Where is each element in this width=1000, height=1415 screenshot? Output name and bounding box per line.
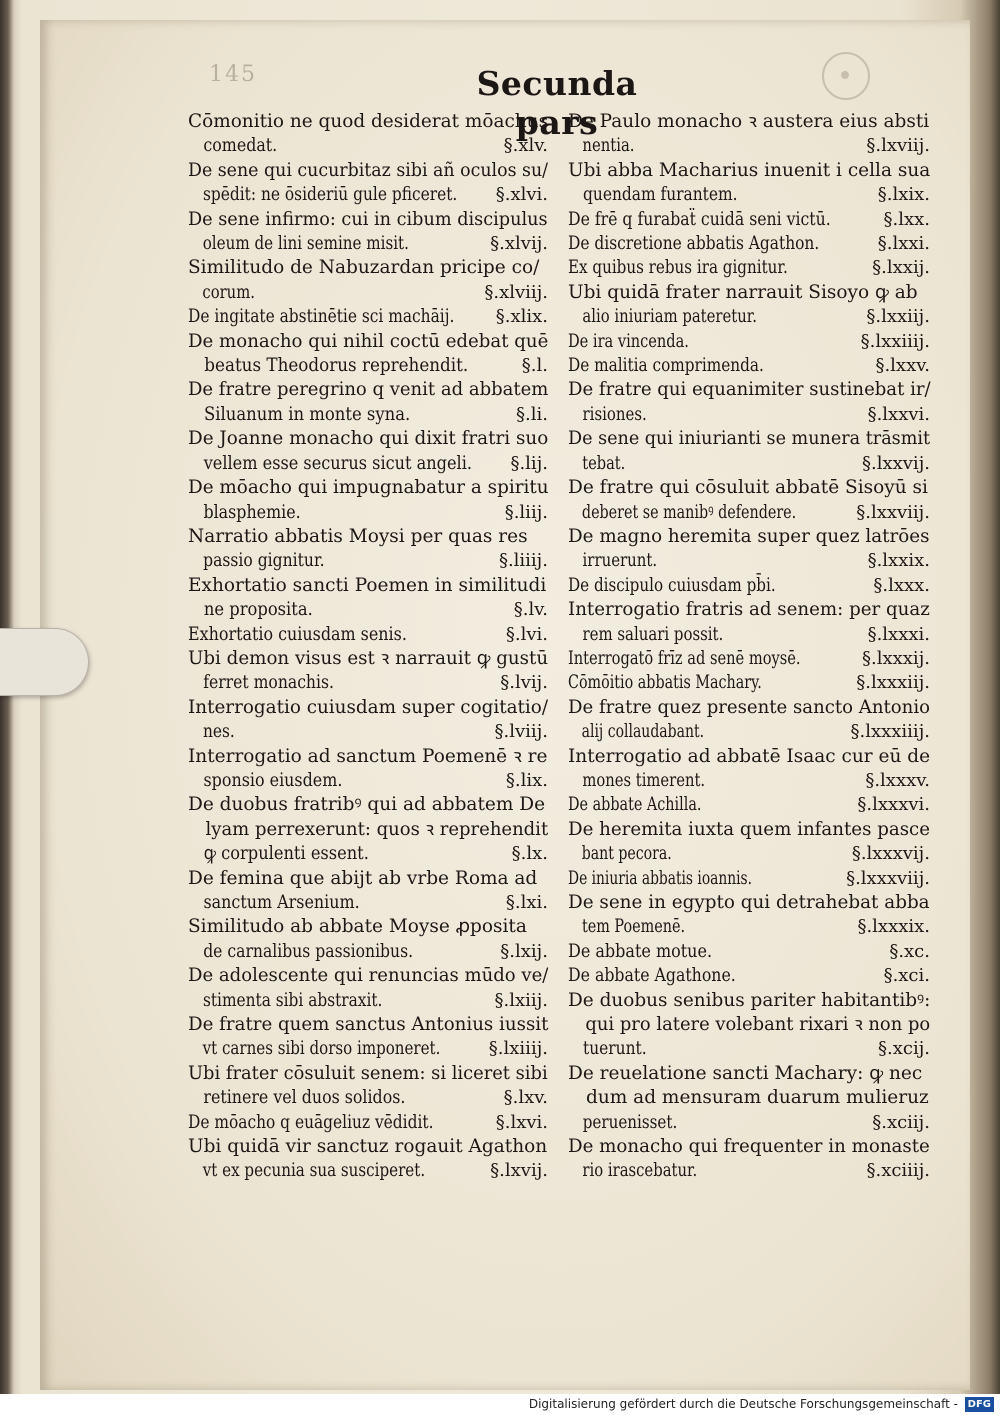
toc-entry-line: blasphemie. [203, 501, 301, 523]
toc-entry-section-number: §.lxxxi. [867, 623, 930, 645]
toc-entry-line: tem Poemenē. [581, 916, 686, 938]
toc-entry [188, 574, 548, 623]
toc-entry [568, 696, 930, 745]
faint-page-number: 145 [209, 62, 257, 87]
toc-entry [188, 867, 548, 916]
toc-entry-line: stimenta sibi abstraxit. [202, 989, 383, 1011]
toc-entry-section-number: §.lviij. [494, 721, 548, 743]
toc-entry-section-number: §.lxxix. [867, 550, 930, 572]
toc-entry [568, 793, 930, 817]
toc-entry-line: Ubi demon visus est ꝛ narrauit ꝙ gustū [188, 647, 549, 669]
toc-entry-line: irruerunt. [582, 550, 658, 572]
toc-entry-line: dum ad mensuram duarum mulieruz [586, 1087, 929, 1109]
toc-entry-line: lyam perrexerunt: quos ꝛ reprehendit [205, 818, 549, 840]
toc-entry-line: De adolescente qui renuncias mūdo ve/ [188, 965, 549, 987]
toc-entry-line: De monacho qui frequenter in monaste [568, 1136, 930, 1158]
toc-entry [568, 940, 930, 964]
toc-entry [188, 525, 548, 574]
toc-entry-line: De sene qui cucurbitaz sibi añ oculos su/ [188, 159, 549, 181]
toc-entry-section-number: §.lxv. [503, 1087, 548, 1109]
toc-entry-section-number: §.l. [521, 355, 548, 377]
toc-entry-line: vt ex pecunia sua susciperet. [202, 1160, 426, 1182]
toc-entry [188, 378, 548, 427]
toc-entry-section-number: §.lx. [511, 843, 548, 865]
toc-entry-line: De mōacho qui impugnabatur a spiritu [188, 477, 549, 499]
toc-entry-line: De abbate Achilla. [568, 794, 702, 816]
toc-entry-line: alio iniuriam pateretur. [582, 306, 757, 328]
toc-entry-section-number: §.lxij. [500, 940, 548, 962]
toc-entry-section-number: §.lxix. [877, 184, 930, 206]
toc-entry-section-number: §.lxiij. [494, 989, 548, 1011]
toc-entry-section-number: §.xlix. [495, 306, 548, 328]
toc-entry-line: De sene qui iniurianti se munera trāsmit [568, 428, 931, 450]
toc-entry [568, 574, 930, 598]
toc-entry-section-number: §.xlviij. [484, 281, 548, 303]
toc-entry-line: vellem esse securus sicut angeli. [203, 452, 472, 474]
toc-entry [568, 891, 930, 940]
toc-entry-line: Narratio abbatis Moysi per quas res [188, 525, 528, 547]
toc-entry-section-number: §.li. [516, 403, 548, 425]
toc-entry-line: De duobus senibus pariter habitantibꝰ: [568, 989, 931, 1011]
toc-entry-section-number: §.lv. [513, 599, 548, 621]
toc-entry-line: De fratre quem sanctus Antonius iussit [188, 1014, 549, 1036]
toc-entry-section-number: §.lxi. [505, 892, 548, 913]
toc-entry-section-number: §.xciij. [872, 1111, 930, 1133]
toc-entry [568, 232, 930, 256]
toc-entry-line: ꝙ corpulenti essent. [203, 843, 369, 865]
toc-entry-section-number: §.lxxxv. [865, 769, 930, 791]
toc-entry [188, 1062, 548, 1111]
toc-entry [188, 793, 548, 866]
toc-entry-line: De Joanne monacho qui dixit fratri suo [188, 428, 549, 450]
toc-entry-line: mones timerent. [582, 769, 706, 791]
toc-entry-line: vt carnes sibi dorso imponeret. [202, 1038, 441, 1060]
toc-entry-section-number: §.lxxxviij. [846, 867, 930, 889]
toc-entry-line: De discipulo cuiusdam pb̄i. [568, 574, 776, 596]
toc-entry-section-number: §.xc. [889, 940, 930, 962]
toc-entry-line: alij collaudabant. [581, 721, 705, 743]
toc-entry [568, 1135, 930, 1184]
toc-entry [188, 1111, 548, 1135]
toc-entry [188, 647, 548, 696]
toc-entry-line: Exhortatio sancti Poemen in similitudi [188, 574, 547, 596]
toc-entry-section-number: §.lxxxiij. [856, 672, 930, 694]
toc-entry [568, 354, 930, 378]
toc-entry [568, 281, 930, 330]
toc-entry-line: sanctum Arsenium. [203, 892, 360, 913]
toc-entry [188, 159, 548, 208]
toc-entry-line: De abbate motue. [568, 940, 713, 962]
toc-entry-line: ne proposita. [203, 599, 313, 621]
toc-entry-line: Ubi quidā vir sanctuz rogauit Agathon [188, 1136, 548, 1158]
toc-entry [188, 208, 548, 257]
toc-entry-line: Similitudo de Nabuzardan pricipe co/ [188, 257, 540, 279]
toc-entry [188, 476, 548, 525]
toc-entry-section-number: §.lxxiij. [866, 306, 930, 328]
toc-entry [188, 256, 548, 305]
toc-entry-section-number: §.liiij. [498, 550, 548, 572]
toc-entry-section-number: §.lxxxix. [857, 916, 930, 938]
toc-entry [568, 378, 930, 427]
toc-entry-section-number: §.lxxxij. [862, 647, 930, 669]
toc-entry-line: rio irascebatur. [582, 1160, 698, 1182]
toc-entry-section-number: §.xciiij. [866, 1160, 930, 1182]
toc-entry [568, 256, 930, 280]
toc-entry [188, 964, 548, 1013]
toc-entry-line: oleum de lini semine misit. [202, 233, 409, 255]
toc-entry-line: spēdit: ne ōsideriū gule pficeret. [202, 184, 458, 206]
toc-entry-line: Interrogatio cuiusdam super cogitatio/ [188, 696, 549, 718]
toc-entry-line: deberet se manibꝰ defendere. [581, 501, 797, 523]
toc-entry-line: Ubi frater cōsuluit senem: si liceret sibi [188, 1062, 548, 1084]
toc-entry-line: De magno heremita super quez latrōes [568, 525, 930, 547]
toc-entry-line: De malitia comprimenda. [568, 355, 764, 377]
toc-entry-line: Exhortatio cuiusdam senis. [188, 623, 407, 645]
toc-entry-line: passio gignitur. [203, 550, 325, 572]
funding-credit: Digitalisierung gefördert durch die Deutsche Forschungsgemeinschaft - [528, 1397, 958, 1411]
toc-entry-section-number: §.xlvij. [490, 233, 548, 255]
toc-entry-section-number: §.lxxiiij. [860, 330, 930, 352]
toc-entry-section-number: §.lxxij. [872, 257, 930, 279]
toc-entry-line: tuerunt. [583, 1038, 647, 1060]
toc-entry-line: De femina que abijt ab vrbe Roma ad [188, 867, 538, 889]
toc-entry [568, 427, 930, 476]
toc-entry-line: Interrogatō frīz ad senē moysē. [568, 647, 801, 669]
footer-bar [0, 1394, 1000, 1415]
toc-entry-section-number: §.lix. [505, 769, 548, 791]
table-of-contents-left-column [188, 110, 548, 1184]
toc-entry [568, 110, 930, 159]
toc-entry-line: Interrogatio fratris ad senem: per quaz [568, 599, 930, 621]
toc-entry-line: Ubi quidā frater narrauit Sisoyo ꝙ ab [568, 281, 918, 303]
toc-entry-section-number: §.xci. [883, 965, 930, 987]
toc-entry-line: quendam furantem. [583, 184, 738, 206]
toc-entry-line: peruenisset. [582, 1111, 678, 1133]
toc-entry-line: tebat. [582, 452, 626, 474]
toc-entry [568, 818, 930, 867]
toc-entry [568, 989, 930, 1062]
toc-entry [188, 696, 548, 745]
toc-entry [188, 1013, 548, 1062]
toc-entry-line: De sene in egypto qui detrahebat abba [568, 892, 930, 913]
toc-entry-line: rem saluari possit. [582, 623, 724, 645]
toc-entry-section-number: §.xlv. [503, 135, 548, 157]
library-stamp-icon [822, 52, 870, 100]
table-of-contents-right-column [568, 110, 930, 1184]
toc-entry-line: De mōacho q euāgeliuz vēdidit. [188, 1111, 434, 1133]
toc-entry-section-number: §.lxiiij. [488, 1038, 548, 1060]
bookmark-tab [0, 628, 89, 696]
toc-entry-line: De frē q furabaẗ cuidā seni victū. [568, 208, 831, 230]
toc-entry-section-number: §.lxvij. [490, 1160, 548, 1182]
toc-entry-line: Ex quibus rebus ira gignitur. [568, 257, 788, 279]
toc-entry-line: nentia. [582, 135, 635, 157]
toc-entry-line: corum. [202, 281, 255, 303]
toc-entry-line: bant pecora. [581, 843, 672, 865]
toc-entry-section-number: §.lxxv. [875, 355, 930, 377]
toc-entry-section-number: §.lxxxiiij. [850, 721, 930, 743]
toc-entry-section-number: §.lxx. [883, 208, 930, 230]
toc-entry-line: Cōmōitio abbatis Machary. [568, 672, 762, 694]
toc-entry-section-number: §.lxxi. [877, 233, 930, 255]
toc-entry [188, 1135, 548, 1184]
toc-entry-line: retinere vel duos solidos. [203, 1087, 406, 1109]
toc-entry-line: Interrogatio ad abbatē Isaac cur eū de [568, 745, 931, 767]
toc-entry-section-number: §.xcij. [877, 1038, 930, 1060]
toc-entry [568, 598, 930, 647]
toc-entry-section-number: §.lxxvi. [867, 403, 930, 425]
toc-entry-line: De sene infirmo: cui in cibum discipulus [188, 208, 548, 230]
toc-entry-line: qui pro latere volebant rixari ꝛ non po [585, 1014, 931, 1036]
toc-entry [568, 671, 930, 695]
toc-entry [188, 110, 548, 159]
toc-entry [188, 427, 548, 476]
toc-entry-line: De monacho qui nihil coctū edebat quē [188, 330, 549, 352]
toc-entry-line: risiones. [582, 403, 647, 425]
toc-entry-line: De reuelatione sancti Machary: ꝙ nec [568, 1062, 923, 1084]
toc-entry-line: ferret monachis. [203, 672, 334, 694]
toc-entry [188, 745, 548, 794]
toc-entry [188, 623, 548, 647]
toc-entry [568, 330, 930, 354]
toc-entry-line: De abbate Agathone. [568, 965, 736, 987]
toc-entry-section-number: §.lxviij. [866, 135, 930, 157]
toc-entry-line: comedat. [203, 135, 278, 157]
running-head: Secunda pars [476, 64, 638, 142]
toc-entry-line: Interrogatio ad sanctum Poemenē ꝛ re [188, 745, 548, 767]
toc-entry [568, 476, 930, 525]
toc-entry-section-number: §.lxxvij. [861, 452, 930, 474]
toc-entry [188, 330, 548, 379]
toc-entry-line: Similitudo ab abbate Moyse ꝓposita [188, 916, 527, 938]
toc-entry-section-number: §.liij. [504, 501, 548, 523]
toc-entry-line: De Paulo monacho ꝛ austera eius absti [568, 111, 930, 132]
toc-entry-line: De ira vincenda. [568, 330, 689, 352]
toc-entry-section-number: §.lij. [510, 452, 548, 474]
toc-entry [568, 745, 930, 794]
toc-entry-section-number: §.lxvi. [495, 1111, 548, 1133]
toc-entry-line: beatus Theodorus reprehendit. [204, 355, 469, 377]
toc-entry [188, 305, 548, 329]
toc-entry [568, 159, 930, 208]
toc-entry-line: De fratre qui equanimiter sustinebat ir/ [568, 379, 931, 401]
toc-entry-line: de carnalibus passionibus. [203, 940, 414, 962]
toc-entry [568, 867, 930, 891]
toc-entry-section-number: §.lvi. [505, 623, 548, 645]
toc-entry-section-number: §.lxxx. [873, 574, 930, 596]
toc-entry-line: sponsio eiusdem. [203, 769, 343, 791]
toc-entry [568, 208, 930, 232]
toc-entry-line: De heremita iuxta quem infantes pasce [568, 818, 931, 840]
toc-entry-section-number: §.lvij. [500, 672, 548, 694]
toc-entry-section-number: §.lxxxvi. [857, 794, 930, 816]
toc-entry-line: nes. [202, 721, 235, 743]
toc-entry [188, 915, 548, 964]
toc-entry-line: De fratre qui cōsuluit abbatē Sisoyū si [568, 477, 928, 499]
toc-entry-line: De duobus fratribꝰ qui ad abbatem De [188, 794, 546, 816]
toc-entry-line: De iniuria abbatis ioannis. [568, 867, 753, 889]
toc-entry-line: Ubi abba Macharius inuenit i cella sua [568, 159, 931, 181]
toc-entry-line: Cōmonitio ne quod desiderat mōachus [188, 111, 549, 132]
toc-entry-line: De fratre quez presente sancto Antonio [568, 696, 931, 718]
toc-entry-section-number: §.lxxxvij. [851, 843, 930, 865]
toc-entry [568, 1062, 930, 1135]
toc-entry [568, 525, 930, 574]
toc-entry-line: Siluanum in monte syna. [204, 403, 411, 425]
toc-entry-line: De ingitate abstinētie sci machāij. [188, 306, 455, 328]
toc-entry-line: De fratre peregrino q venit ad abbatem [188, 379, 549, 401]
toc-entry [568, 647, 930, 671]
toc-entry [568, 964, 930, 988]
dfg-logo: DFG [965, 1397, 994, 1412]
toc-entry-line: De discretione abbatis Agathon. [568, 233, 820, 255]
toc-entry-section-number: §.xlvi. [495, 184, 548, 206]
toc-entry-section-number: §.lxxviij. [856, 501, 930, 523]
